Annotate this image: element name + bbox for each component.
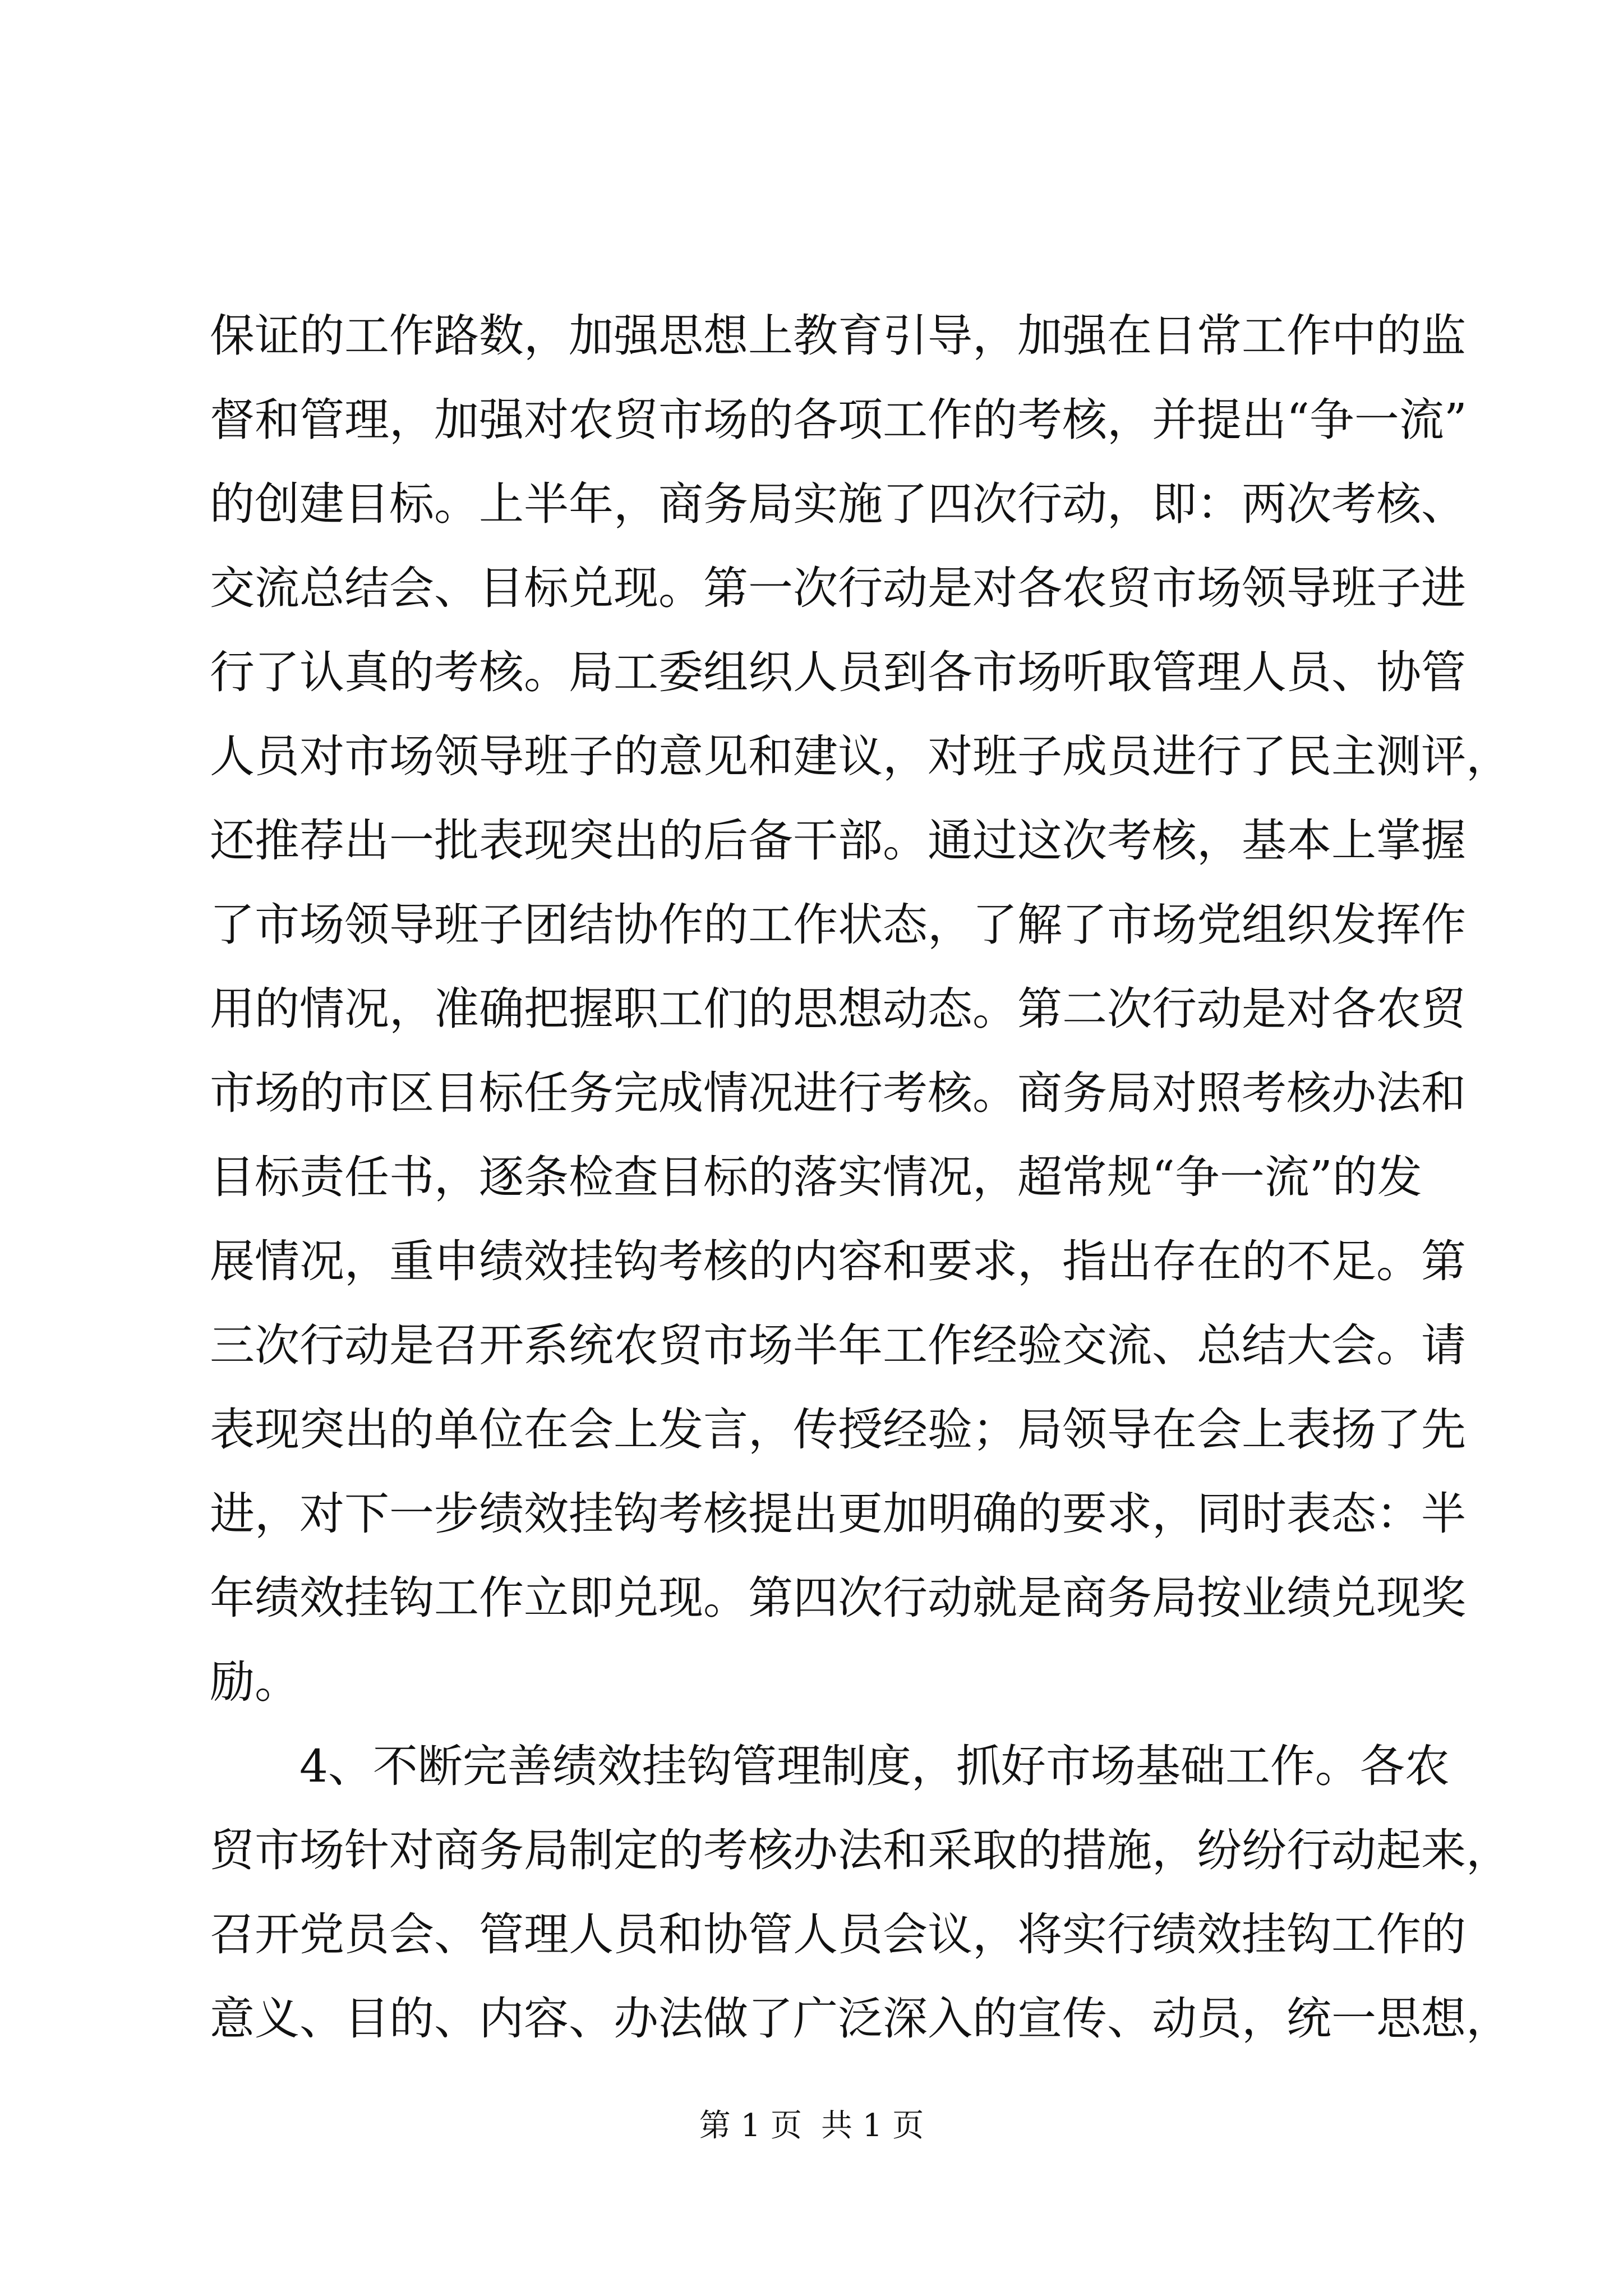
page-footer <box>0 2104 1623 2148</box>
text-line: 4、不断完善绩效挂钩管理制度，抓好市场基础工作。各农 <box>299 1740 1450 1792</box>
text-line: 行了认真的考核。局工委组织人员到各市场听取管理人员、协管 <box>210 646 1466 698</box>
text-line: 人员对市场领导班子的意见和建议，对班子成员进行了民主测评， <box>210 730 1511 783</box>
text-line: 进，对下一步绩效挂钩考核提出更加明确的要求，同时表态：半 <box>210 1488 1466 1540</box>
text-line: 贸市场针对商务局制定的考核办法和采取的措施，纷纷行动起来， <box>210 1824 1511 1876</box>
text-line: 了市场领导班子团结协作的工作状态，了解了市场党组织发挥作 <box>210 899 1466 951</box>
page-number: 第 1 页 <box>699 2108 802 2144</box>
text-line: 展情况，重申绩效挂钩考核的内容和要求，指出存在的不足。第 <box>210 1235 1466 1287</box>
text-line: 表现突出的单位在会上发言，传授经验；局领导在会上表扬了先 <box>210 1404 1466 1456</box>
text-line: 市场的市区目标任务完成情况进行考核。商务局对照考核办法和 <box>210 1067 1466 1119</box>
text-line: 保证的工作路数，加强思想上教育引导，加强在日常工作中的监 <box>210 310 1466 362</box>
text-line: 三次行动是召开系统农贸市场半年工作经验交流、总结大会。请 <box>210 1319 1466 1372</box>
text-line: 的创建目标。上半年，商务局实施了四次行动，即：两次考核、 <box>210 478 1466 530</box>
document-body <box>210 294 1511 2061</box>
text-line: 召开党员会、管理人员和协管人员会议，将实行绩效挂钩工作的 <box>210 1908 1466 1961</box>
text-line: 交流总结会、目标兑现。第一次行动是对各农贸市场领导班子进 <box>210 562 1466 614</box>
text-line: 督和管理，加强对农贸市场的各项工作的考核，并提出“争一流” <box>210 394 1467 446</box>
page-total: 共 1 页 <box>821 2108 924 2144</box>
text-line: 励。 <box>210 1656 299 1708</box>
text-line: 年绩效挂钩工作立即兑现。第四次行动就是商务局按业绩兑现奖 <box>210 1572 1466 1624</box>
text-line: 用的情况，准确把握职工们的思想动态。第二次行动是对各农贸 <box>210 983 1466 1035</box>
text-line: 还推荐出一批表现突出的后备干部。通过这次考核，基本上掌握 <box>210 815 1466 867</box>
text-line: 意义、目的、内容、办法做了广泛深入的宣传、动员，统一思想， <box>210 1993 1511 2045</box>
text-line: 目标责任书，逐条检查目标的落实情况，超常规“争一流”的发 <box>210 1151 1422 1203</box>
